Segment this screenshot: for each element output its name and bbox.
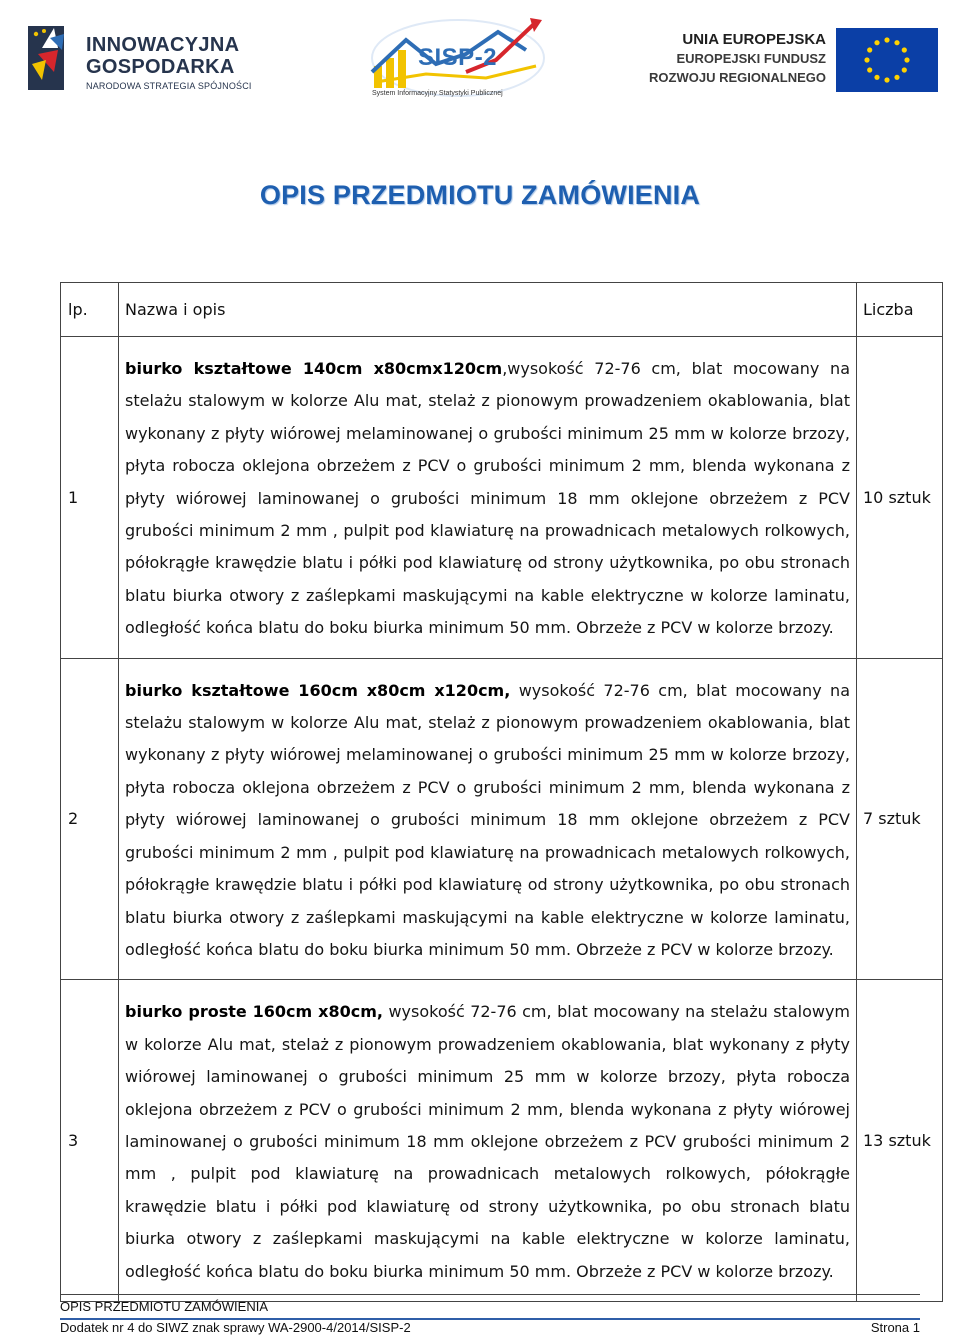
header-count: Liczba <box>857 283 943 337</box>
row-description-bold: biurko kształtowe 140cm x80cmx120cm <box>125 359 503 378</box>
table-header-row <box>61 283 943 337</box>
header-logos <box>0 0 960 110</box>
table-row <box>61 980 943 1302</box>
sisp-2-name: SISP-2 <box>418 44 498 71</box>
innowacyjna-line1: INNOWACYJNA <box>86 34 240 56</box>
innowacyjna-line3: NARODOWA STRATEGIA SPÓJNOŚCI <box>86 81 252 91</box>
specification-table <box>60 282 943 1302</box>
row-description-text: wysokość 72-76 cm, blat mocowany na stelażu stalowym w kolorze Alu mat, stelaż z pionowym prowadzeniem okablowania, blat wykonany z płyty wiórowej melaminowanej o grubości minimum 25 mm w kolorze brzozy, płyta robocza oklejona obrzeżem z PCV o grubości minimum 2 mm, blenda wykonana z płyty wiórowej laminowanej o grubości minimum 18 mm oklejone obrzeżem z PCV grubości minimum 2 mm , pulpit pod klawiaturę na prowadnicach metalowych rolkowych, półokrągłe krawędzie blatu i półki pod klawiaturę od strony użytkownika, po obu stronach blatu biurka otwory z zaślepkami maskującymi na kable elektryczne w kolorze laminatu, odległość końca blatu do boku biurka minimum 50 mm. Obrzeże z PCV w kolorze brzozy. <box>125 680 850 959</box>
row-description-text: wysokość 72-76 cm, blat mocowany na stelażu stalowym w kolorze Alu mat, stelaż z pionowym prowadzeniem okablowania, blat wykonany z płyty wiórowej laminowanej o grubości minimum 25 mm w kolorze brzozy, płyta robocza oklejona obrzeżem z PCV o grubości minimum 2 mm, blenda wykonana z płyty wiórowej laminowanej o grubości minimum 18 mm oklejone obrzeżem z PCV grubości minimum 2 mm , pulpit pod klawiaturę na prowadnicach metalowych rolkowych, półokrągłe krawędzie blatu i półki pod klawiaturę od strony użytkownika, po obu stronach blatu biurka otwory z zaślepkami maskującymi na kable elektryczne w kolorze laminatu, odległość końca blatu do boku biurka minimum 50 mm. Obrzeże z PCV w kolorze brzozy. <box>125 1002 851 1281</box>
innowacyjna-line2: GOSPODARKA <box>86 56 235 78</box>
row-lp: 2 <box>61 658 119 980</box>
row-lp: 3 <box>61 980 119 1302</box>
header-name: Nazwa i opis <box>119 283 857 337</box>
footer-reference: Dodatek nr 4 do SIWZ znak sprawy WA-2900-4/2014/SISP-2 <box>60 1320 411 1335</box>
ue-line3: ROZWOJU REGIONALNEGO <box>649 70 826 85</box>
footer-top-divider <box>60 1294 920 1295</box>
footer-title: OPIS PRZEDMIOTU ZAMÓWIENIA <box>60 1299 269 1314</box>
row-lp: 1 <box>61 337 119 659</box>
innowacyjna-gospodarka-logo <box>24 20 264 100</box>
footer-page-number: Strona 1 <box>870 1320 920 1335</box>
ue-line1: UNIA EUROPEJSKA <box>682 31 826 48</box>
row-count: 7 sztuk <box>857 658 943 980</box>
row-description-bold: biurko kształtowe 160cm x80cm x120cm, <box>125 680 511 700</box>
sisp-2-subtitle: System Informacyjny Statystyki Publicznej <box>372 90 503 97</box>
row-description <box>119 980 857 1302</box>
document-title: OPIS PRZEDMIOTU ZAMÓWIENIA <box>259 180 701 210</box>
eu-flag-icon <box>836 28 938 92</box>
row-description-text: ,wysokość 72-76 cm, blat mocowany na stelażu stalowym w kolorze Alu mat, stelaż z pionowym prowadzeniem okablowania, blat wykonany z płyty wiórowej melaminowanej o grubości minimum 25 mm w kolorze brzozy, płyta robocza oklejona obrzeżem z PCV o grubości minimum 2 mm, blenda wykonana z płyty wiórowej laminowanej o grubości minimum 18 mm oklejone obrzeżem z PCV grubości minimum 2 mm , pulpit pod klawiaturę na prowadnicach metalowych rolkowych, półokrągłe krawędzie blatu i półki pod klawiaturę od strony użytkownika, po obu stronach blatu biurka otwory z zaślepkami maskującymi na kable elektryczne w kolorze laminatu, odległość końca blatu do boku biurka minimum 50 mm. Obrzeże z PCV w kolorze brzozy. <box>125 359 851 638</box>
row-description <box>119 337 857 659</box>
unia-europejska-logo <box>648 28 940 92</box>
row-count: 13 sztuk <box>857 980 943 1302</box>
table-row <box>61 658 943 980</box>
row-description <box>119 658 857 980</box>
row-description-bold: biurko proste 160cm x80cm, <box>125 1002 383 1022</box>
row-count: 10 sztuk <box>857 337 943 659</box>
table-row <box>61 337 943 659</box>
header-lp: lp. <box>61 283 119 337</box>
ue-line2: EUROPEJSKI FUNDUSZ <box>676 51 826 66</box>
page-footer <box>60 1298 920 1335</box>
sisp-2-logo <box>366 10 548 102</box>
innowacyjna-gospodarka-emblem-icon <box>24 20 90 96</box>
